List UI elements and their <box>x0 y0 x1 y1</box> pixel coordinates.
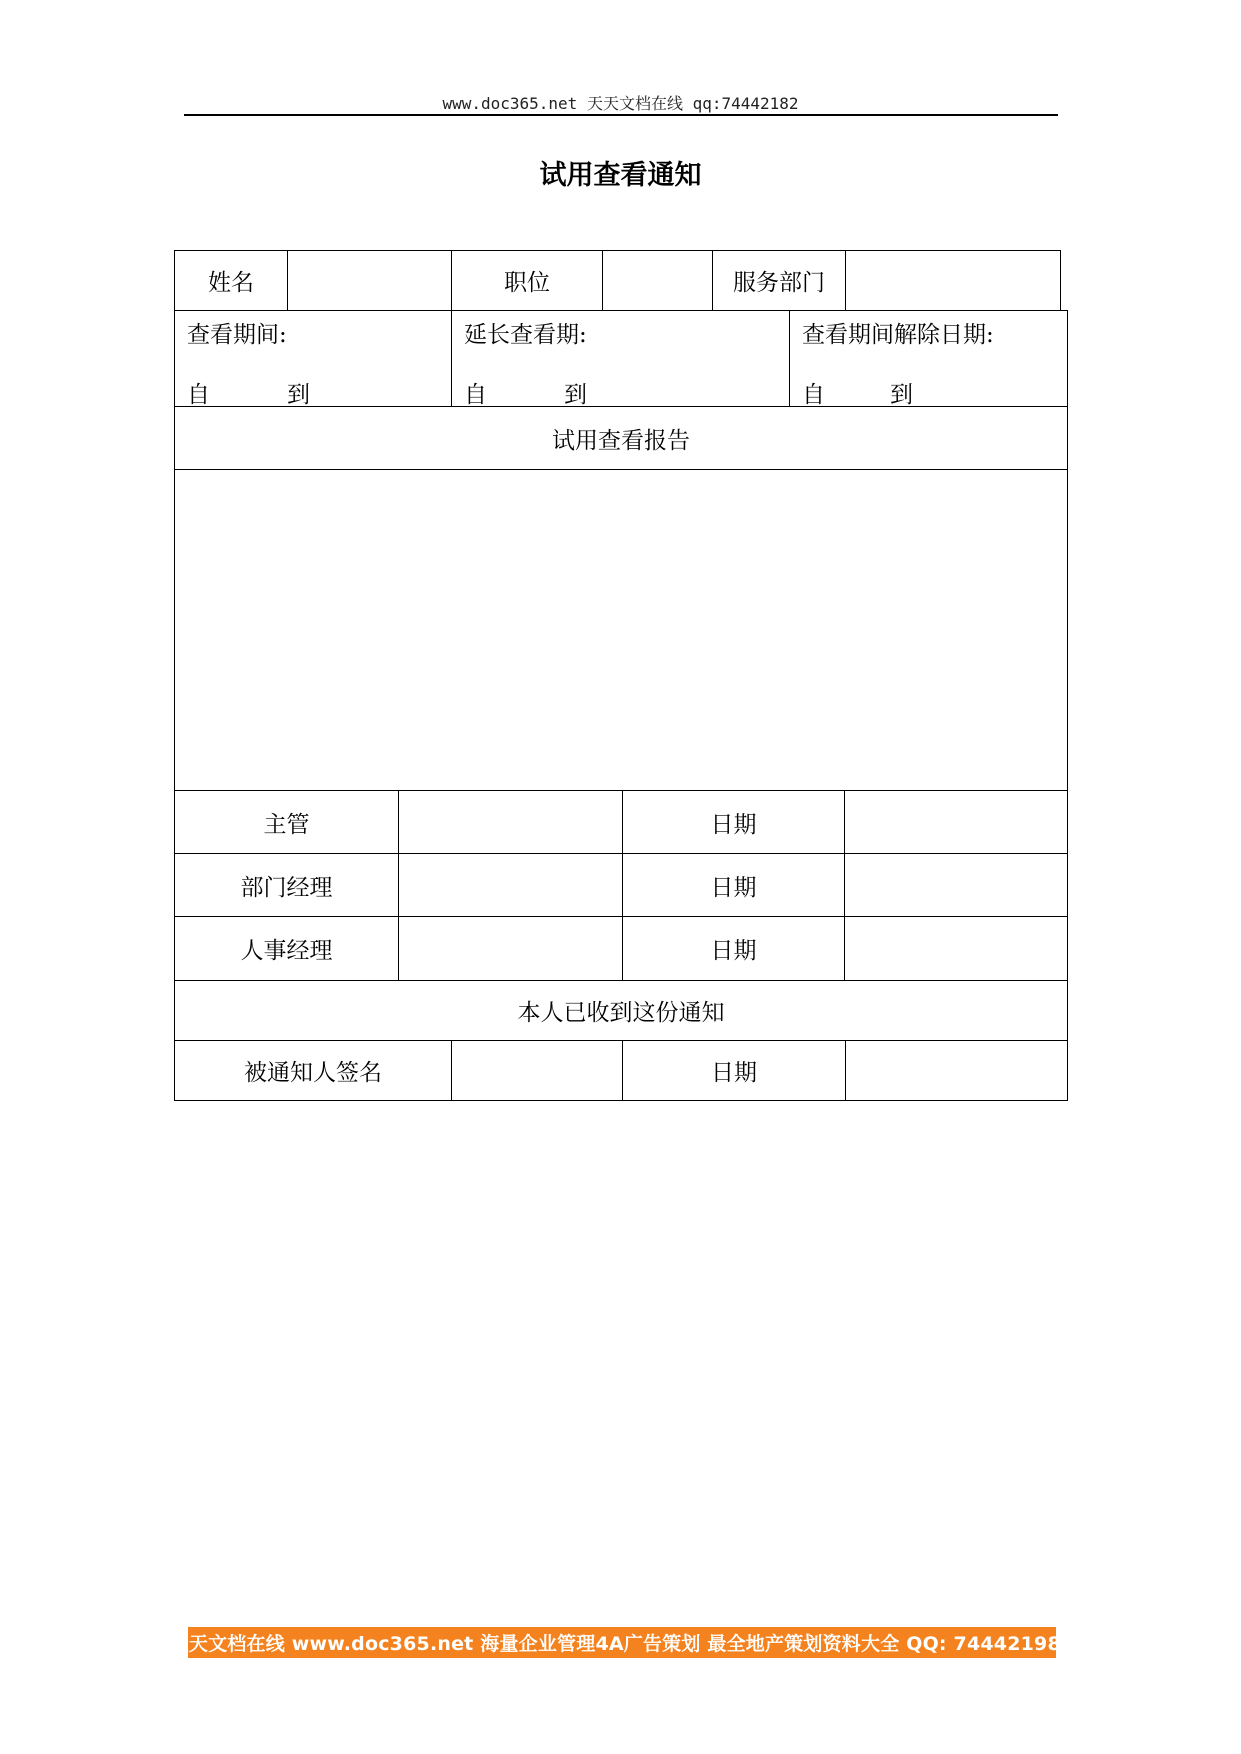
footer-banner <box>169 1627 1075 1658</box>
report-title-cell <box>174 406 1068 470</box>
hr-manager-date-field[interactable] <box>844 916 1068 981</box>
extended-period-to: 到 <box>564 382 587 408</box>
position-label: 职位 <box>504 270 550 296</box>
supervisor-date-field[interactable] <box>844 790 1068 854</box>
supervisor-label: 主管 <box>263 811 310 838</box>
release-date-label: 查看期间解除日期: <box>802 322 994 348</box>
signature-date-label: 日期 <box>711 1060 757 1086</box>
signature-date-label-cell <box>622 1040 846 1101</box>
report-title: 试用查看报告 <box>552 427 690 454</box>
dept-label: 服务部门 <box>733 270 825 296</box>
review-period-from: 自 <box>187 382 210 408</box>
signature-field[interactable] <box>451 1040 623 1101</box>
supervisor-date-label: 日期 <box>710 811 757 838</box>
dept-manager-sign-field[interactable] <box>398 853 623 917</box>
dept-manager-label-cell <box>174 853 399 917</box>
header-rule <box>184 114 1058 116</box>
hr-manager-label: 人事经理 <box>240 938 333 964</box>
hr-manager-date-label-cell <box>622 916 845 981</box>
signature-date-field[interactable] <box>845 1040 1068 1101</box>
review-period-label: 查看期间: <box>187 322 287 348</box>
position-field[interactable] <box>602 250 713 311</box>
dept-manager-date-label-cell <box>622 853 845 917</box>
report-body-field[interactable] <box>174 469 1068 791</box>
release-date-from: 自 <box>802 382 825 408</box>
hr-manager-date-label: 日期 <box>710 938 757 964</box>
supervisor-sign-field[interactable] <box>398 790 623 854</box>
hr-manager-sign-field[interactable] <box>398 916 623 981</box>
dept-field[interactable] <box>845 250 1061 311</box>
acknowledge-cell <box>174 980 1068 1041</box>
extended-period-from: 自 <box>464 382 487 408</box>
dept-manager-label: 部门经理 <box>240 874 333 901</box>
review-period-to: 到 <box>287 382 310 408</box>
signature-label: 被通知人签名 <box>244 1060 382 1086</box>
supervisor-date-label-cell <box>622 790 845 854</box>
dept-label-cell <box>712 250 846 311</box>
dept-manager-date-field[interactable] <box>844 853 1068 917</box>
review-period-cell[interactable] <box>174 310 452 407</box>
supervisor-label-cell <box>174 790 399 854</box>
signature-label-cell <box>174 1040 452 1101</box>
position-label-cell <box>451 250 603 311</box>
page-title: 试用查看通知 <box>539 160 702 191</box>
name-label: 姓名 <box>208 270 254 296</box>
dept-manager-date-label: 日期 <box>710 874 757 901</box>
release-date-cell[interactable] <box>789 310 1068 407</box>
name-field[interactable] <box>287 250 452 311</box>
extended-period-cell[interactable] <box>451 310 790 407</box>
acknowledge-text: 本人已收到这份通知 <box>517 1000 725 1026</box>
name-label-cell <box>174 250 288 311</box>
hr-manager-label-cell <box>174 916 399 981</box>
footer-text: 天天文档在线 www.doc365.net 海量企业管理4A广告策划 最全地产策划资料大全 QQ: 744421982 <box>169 1633 1075 1655</box>
extended-period-label: 延长查看期: <box>464 322 587 348</box>
header-text: www.doc365.net 天天文档在线 qq:74442182 <box>442 94 799 113</box>
release-date-to: 到 <box>890 382 913 408</box>
